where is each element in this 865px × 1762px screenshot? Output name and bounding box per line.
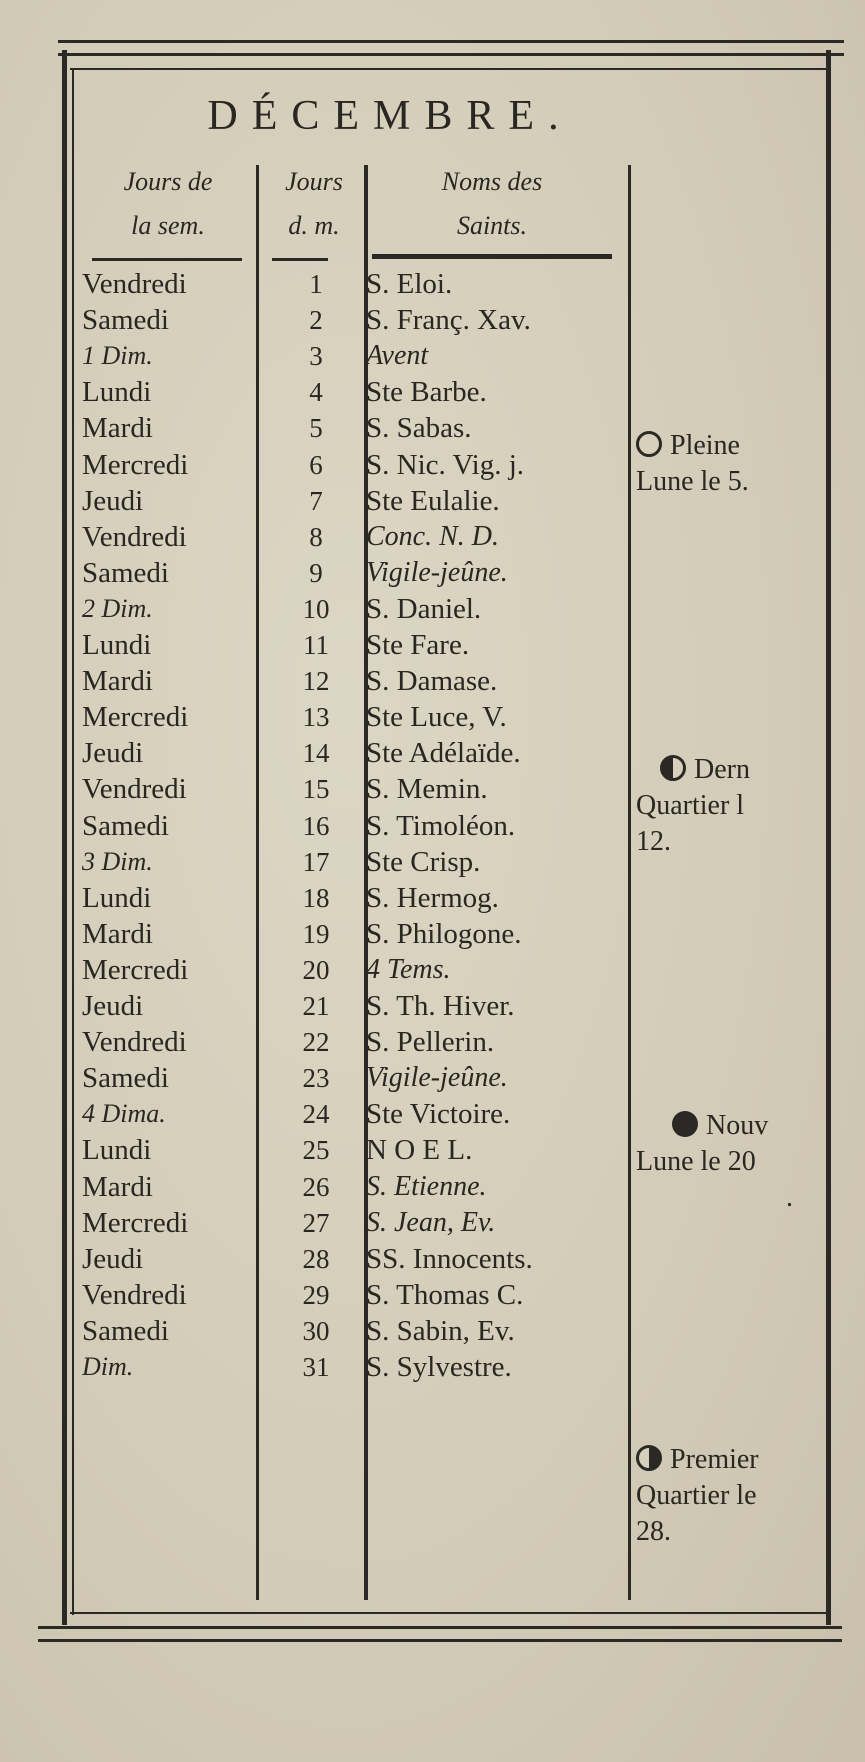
weekday-cell: Mercredi	[82, 701, 189, 734]
day-number-cell: 15	[302, 774, 330, 805]
saint-cell: S. Thomas C.	[366, 1278, 524, 1311]
saints-header-line1: Noms des	[441, 167, 543, 196]
full-moon-icon	[636, 431, 662, 457]
day-row	[0, 266, 865, 302]
day-row	[0, 1060, 865, 1096]
bottom-border	[38, 1626, 842, 1642]
page-title: DÉCEMBRE.	[207, 93, 573, 139]
day-number-cell: 31	[302, 1352, 330, 1382]
day-number-cell: 2	[309, 305, 323, 336]
day-row	[0, 880, 865, 916]
daynum-header-line1: Jours	[285, 167, 343, 196]
daynum-header-line2: d. m.	[288, 211, 340, 240]
moon-note-first-line2: Quartier le	[636, 1480, 757, 1511]
day-number-cell: 20	[302, 954, 330, 985]
day-row	[0, 302, 865, 338]
saint-cell: S. Sabin, Ev.	[366, 1314, 515, 1347]
moon-note-first-line1	[636, 1442, 821, 1478]
weekday-cell: Vendredi	[82, 268, 187, 300]
weekday-cell: Mardi	[82, 412, 153, 445]
saint-cell: Avent	[366, 340, 429, 372]
weekday-cell: Jeudi	[82, 737, 144, 770]
day-row	[0, 1277, 865, 1313]
moon-note-new-line1	[636, 1108, 821, 1144]
moon-note-full-line1	[636, 428, 821, 464]
moon-note-first	[636, 1442, 821, 1550]
saint-cell: Vigile-jeûne.	[366, 1062, 508, 1094]
bottom-inner-rule	[70, 1612, 830, 1614]
day-row	[0, 519, 865, 555]
weekday-cell: Samedi	[82, 304, 169, 337]
day-number-cell: 23	[302, 1063, 330, 1094]
saint-cell: Ste Eulalie.	[366, 484, 500, 517]
day-number-cell: 8	[309, 521, 323, 552]
weekday-header-line2: la sem.	[131, 211, 205, 240]
saint-cell: 4 Tems.	[366, 953, 451, 985]
saint-cell: Ste Barbe.	[366, 376, 487, 409]
day-row	[0, 699, 865, 735]
weekday-cell: Jeudi	[82, 1242, 144, 1275]
day-row	[0, 952, 865, 988]
day-row	[0, 988, 865, 1024]
moon-note-new-line2: Lune le 20	[636, 1146, 756, 1177]
weekday-cell: Lundi	[82, 376, 152, 409]
moon-note-last	[636, 752, 821, 860]
saint-cell: N O E L.	[366, 1134, 473, 1167]
day-number-cell: 3	[309, 341, 323, 372]
daynum-header	[264, 160, 364, 248]
day-row	[0, 1241, 865, 1277]
moon-note-last-text1: Dern	[694, 754, 750, 785]
moon-note-full-text1: Pleine	[670, 430, 740, 461]
day-number-cell: 11	[303, 630, 329, 660]
day-number-cell: 4	[309, 377, 323, 408]
day-row	[0, 627, 865, 663]
saint-cell: S. Sabas.	[366, 412, 472, 445]
weekday-cell: 1 Dim.	[82, 341, 153, 371]
saint-cell: Ste Crisp.	[366, 845, 481, 878]
weekday-cell: 4 Dima.	[82, 1099, 166, 1129]
saint-cell: S. Jean, Ev.	[366, 1206, 496, 1238]
last-quarter-icon	[660, 755, 686, 781]
weekday-cell: Samedi	[82, 556, 169, 589]
weekday-cell: Vendredi	[82, 1026, 187, 1059]
weekday-cell: 2 Dim.	[82, 593, 153, 623]
moon-note-last-line2: Quartier l	[636, 790, 745, 821]
weekday-cell: Vendredi	[82, 773, 187, 806]
day-row	[0, 1349, 865, 1385]
saint-cell: S. Pellerin.	[366, 1026, 495, 1059]
new-moon-icon	[672, 1111, 698, 1137]
weekday-header	[82, 160, 254, 248]
day-number-cell: 13	[302, 702, 330, 733]
moon-note-new	[636, 1108, 821, 1216]
top-border	[58, 40, 844, 56]
moon-note-full	[636, 428, 821, 500]
day-number-cell: 27	[302, 1207, 330, 1238]
day-number-cell: 24	[302, 1099, 330, 1130]
day-number-cell: 5	[309, 413, 323, 444]
day-row	[0, 591, 865, 627]
saint-cell: Ste Victoire.	[366, 1098, 511, 1131]
weekday-cell: 3 Dim.	[82, 846, 153, 876]
moon-note-new-line3: .	[786, 1182, 793, 1213]
saint-cell: Conc. N. D.	[366, 520, 499, 552]
moon-note-first-line3: 28.	[636, 1516, 671, 1547]
saints-header-line2: Saints.	[456, 211, 528, 240]
day-row	[0, 1024, 865, 1060]
saint-cell: S. Eloi.	[366, 268, 453, 300]
day-number-cell: 26	[302, 1171, 330, 1202]
saint-cell: S. Damase.	[366, 665, 498, 698]
day-row	[0, 338, 865, 374]
saints-header-rule	[372, 254, 612, 259]
saint-cell: Ste Adélaïde.	[366, 737, 521, 770]
weekday-cell: Vendredi	[82, 1278, 187, 1311]
weekday-cell: Samedi	[82, 1314, 169, 1347]
day-number-cell: 12	[302, 666, 330, 697]
day-number-cell: 25	[302, 1135, 330, 1166]
day-number-cell: 7	[309, 485, 323, 516]
saint-cell: S. Sylvestre.	[366, 1351, 512, 1383]
saint-cell: Vigile-jeûne.	[366, 556, 508, 588]
day-number-cell: 18	[302, 882, 330, 913]
weekday-cell: Mardi	[82, 917, 153, 950]
saints-header	[372, 160, 612, 248]
saint-cell: S. Th. Hiver.	[366, 990, 515, 1022]
day-number-cell: 10	[302, 593, 330, 624]
weekday-cell: Lundi	[82, 881, 152, 914]
weekday-cell: Lundi	[82, 1134, 152, 1167]
day-row	[0, 916, 865, 952]
weekday-cell: Mardi	[82, 665, 153, 698]
weekday-cell: Mercredi	[82, 1206, 189, 1239]
weekday-cell: Jeudi	[82, 484, 144, 517]
saint-cell: S. Franç. Xav.	[366, 304, 531, 337]
moon-note-first-text1: Premier	[670, 1444, 759, 1475]
day-number-cell: 21	[302, 991, 330, 1021]
day-number-cell: 14	[302, 738, 330, 769]
day-number-cell: 16	[302, 810, 330, 841]
weekday-cell: Samedi	[82, 809, 169, 842]
weekday-cell: Vendredi	[82, 520, 187, 553]
day-number-cell: 22	[302, 1027, 330, 1058]
day-number-cell: 9	[309, 557, 323, 588]
saint-cell: SS. Innocents.	[366, 1242, 533, 1275]
saint-cell: S. Timoléon.	[366, 809, 516, 842]
moon-note-last-line1	[636, 752, 821, 788]
weekday-cell: Jeudi	[82, 990, 144, 1022]
moon-note-full-line2: Lune le 5.	[636, 466, 749, 497]
daynum-header-rule	[272, 258, 328, 261]
day-row	[0, 555, 865, 591]
weekday-cell: Dim.	[82, 1352, 134, 1381]
weekday-cell: Lundi	[82, 629, 152, 661]
day-number-cell: 30	[302, 1315, 330, 1346]
saint-cell: S. Hermog.	[366, 881, 499, 914]
weekday-header-rule	[92, 258, 242, 261]
saint-cell: S. Daniel.	[366, 592, 482, 625]
day-number-cell: 17	[302, 846, 330, 877]
weekday-cell: Mardi	[82, 1170, 153, 1203]
saint-cell: S. Philogone.	[366, 917, 522, 950]
day-number-cell: 6	[309, 449, 323, 480]
first-quarter-icon	[636, 1445, 662, 1471]
weekday-cell: Mercredi	[82, 953, 189, 986]
saint-cell: Ste Luce, V.	[366, 701, 507, 734]
day-row	[0, 374, 865, 410]
day-number-cell: 28	[302, 1243, 330, 1274]
weekday-cell: Mercredi	[82, 448, 189, 481]
saint-cell: S. Nic. Vig. j.	[366, 448, 525, 481]
day-row	[0, 663, 865, 699]
weekday-header-line1: Jours de	[123, 167, 213, 196]
day-number-cell: 19	[302, 918, 330, 949]
day-row	[0, 1313, 865, 1349]
day-number-cell: 29	[302, 1279, 330, 1310]
weekday-cell: Samedi	[82, 1062, 169, 1095]
day-number-cell: 1	[309, 269, 323, 299]
top-inner-rule	[70, 68, 830, 70]
moon-note-last-line3: 12.	[636, 826, 671, 857]
saint-cell: Ste Fare.	[366, 629, 470, 661]
saint-cell: S. Etienne.	[366, 1170, 487, 1202]
moon-note-new-text1: Nouv	[706, 1110, 769, 1141]
saint-cell: S. Memin.	[366, 773, 488, 806]
